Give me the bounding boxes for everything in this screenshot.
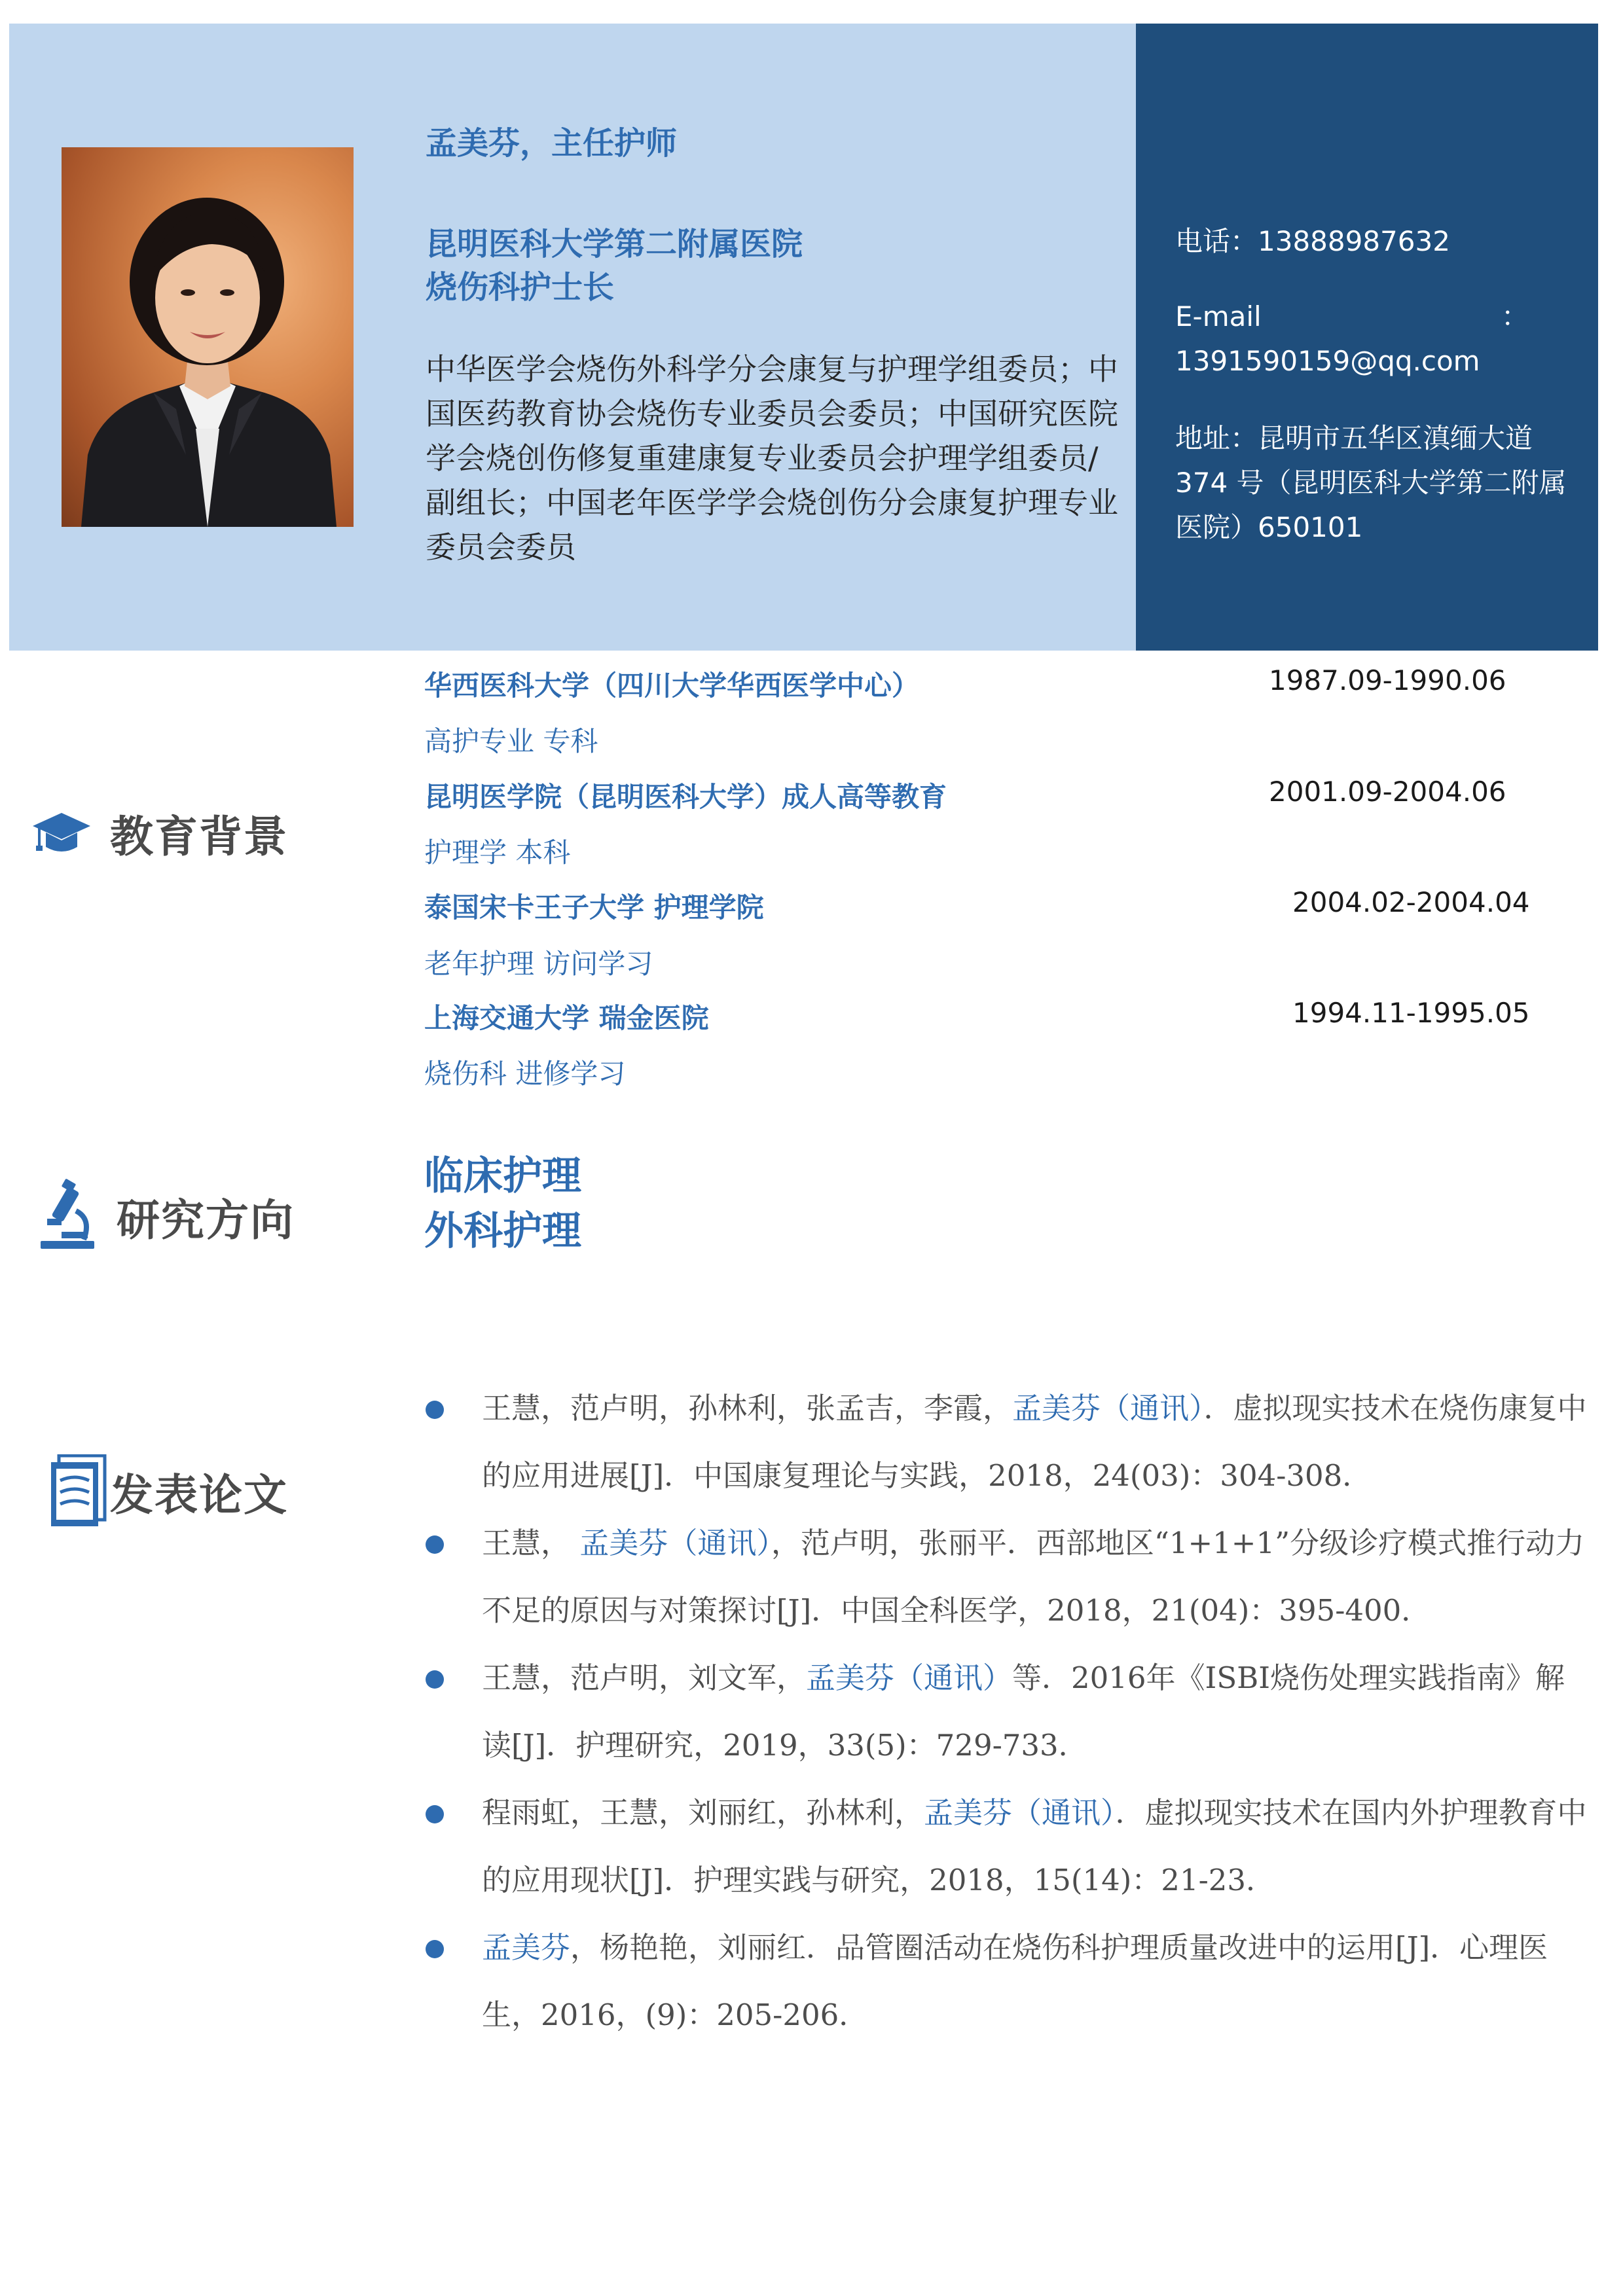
edu-institution: 华西医科大学（四川大学华西医学中心） — [424, 670, 920, 702]
pub-authors: 王慧，范卢明，孙林利，张孟吉，李霞， — [482, 1391, 1013, 1426]
edu-institution: 昆明医学院（昆明医科大学）成人高等教育 — [424, 781, 947, 813]
pub-citation: ．虚拟现实技术在国内外护理教育中的应用现状[J]．护理实践与研究，2018，15(14)：21-23． — [482, 1795, 1587, 1897]
pub-citation: ，杨艳艳，刘丽红．品管圈活动在烧伤科护理质量改进中的运用[J]．心理医生，2016，(9)：205-206． — [482, 1930, 1548, 2032]
bullet-icon — [426, 1805, 444, 1823]
graduation-cap-icon — [31, 810, 92, 856]
edu-institution: 上海交通大学 瑞金医院 — [424, 1002, 709, 1034]
profile-photo — [62, 147, 354, 527]
bullet-icon — [426, 1401, 444, 1419]
publication-item — [426, 1644, 1588, 1779]
edu-date: 2001.09-2004.06 — [1269, 776, 1506, 808]
pub-authors: 王慧，范卢明，刘文军， — [482, 1660, 807, 1695]
document-stack-icon — [48, 1454, 107, 1528]
research-item: 临床护理 — [424, 1153, 581, 1199]
edu-date: 1994.11-1995.05 — [1292, 997, 1530, 1029]
hospital-name: 昆明医科大学第二附属医院 — [426, 226, 803, 262]
pub-highlight-author: 孟美芬（通讯） — [1012, 1391, 1204, 1426]
bullet-icon — [426, 1535, 444, 1554]
edu-detail: 烧伤科 进修学习 — [424, 1058, 626, 1090]
hospital-position — [426, 223, 803, 309]
research-list — [424, 1149, 581, 1259]
pub-highlight-author: 孟美芬（通讯） — [579, 1526, 771, 1560]
education-title: 教育背景 — [110, 812, 288, 862]
pub-citation: 等．2016年《ISBI烧伤处理实践指南》解读[J]．护理研究，2019，33(5)：729-733． — [482, 1660, 1565, 1763]
edu-detail: 护理学 本科 — [424, 836, 571, 869]
pub-citation: ．虚拟现实技术在烧伤康复中的应用进展[J]．中国康复理论与实践，2018，24(03)：304-308． — [482, 1391, 1587, 1493]
bullet-icon — [426, 1670, 444, 1689]
edu-date: 2004.02-2004.04 — [1292, 886, 1530, 918]
contact-email — [1175, 295, 1529, 384]
contact-phone: 电话：13888987632 — [1175, 225, 1450, 257]
pub-highlight-author: 孟美芬 — [482, 1930, 571, 1965]
roles-text: 中华医学会烧伤外科学分会康复与护理学组委员；中国医药教育协会烧伤专业委员会委员；中国研究医院学会烧创伤修复重建康复专业委员会护理学组委员/副组长；中国老年医学学会烧创伤分会康复护理专业委员会委员 — [426, 351, 1118, 565]
pub-highlight-author: 孟美芬（通讯） — [924, 1795, 1116, 1830]
pub-highlight-author: 孟美芬（通讯） — [806, 1660, 1013, 1695]
edu-detail: 老年护理 访问学习 — [424, 948, 653, 980]
pub-authors: 王慧， — [482, 1526, 580, 1560]
edu-institution: 泰国宋卡王子大学 护理学院 — [424, 891, 764, 924]
contact-address: 地址：昆明市五华区滇缅大道374 号（昆明医科大学第二附属医院）650101 — [1175, 422, 1567, 543]
education-heading — [31, 802, 288, 864]
email-label: E-mail — [1175, 300, 1262, 332]
publication-item — [426, 1779, 1588, 1914]
publication-item — [426, 1914, 1588, 2049]
name-title: 孟美芬，主任护师 — [426, 125, 678, 162]
research-heading — [38, 1178, 295, 1254]
position-title: 烧伤科护士长 — [426, 269, 615, 306]
research-item: 外科护理 — [424, 1208, 581, 1254]
bullet-icon — [426, 1940, 444, 1958]
edu-date: 1987.09-1990.06 — [1269, 664, 1506, 696]
pub-authors: 程雨虹，王慧，刘丽红，孙林利， — [482, 1795, 924, 1830]
microscope-icon — [38, 1178, 98, 1254]
email-colon: ： — [1501, 300, 1529, 332]
publications-heading — [48, 1454, 288, 1528]
publication-item — [426, 1509, 1588, 1644]
edu-detail: 高护专业 专科 — [424, 725, 598, 757]
pub-citation: ，范卢明，张丽平．西部地区“1+1+1”分级诊疗模式推行动力不足的原因与对策探讨[J]．中国全科医学，2018，21(04)：395-400． — [482, 1526, 1585, 1628]
email-value: 1391590159@qq.com — [1175, 345, 1480, 377]
publication-item — [426, 1374, 1588, 1509]
research-title: 研究方向 — [117, 1194, 295, 1246]
publications-title: 发表论文 — [110, 1469, 288, 1520]
